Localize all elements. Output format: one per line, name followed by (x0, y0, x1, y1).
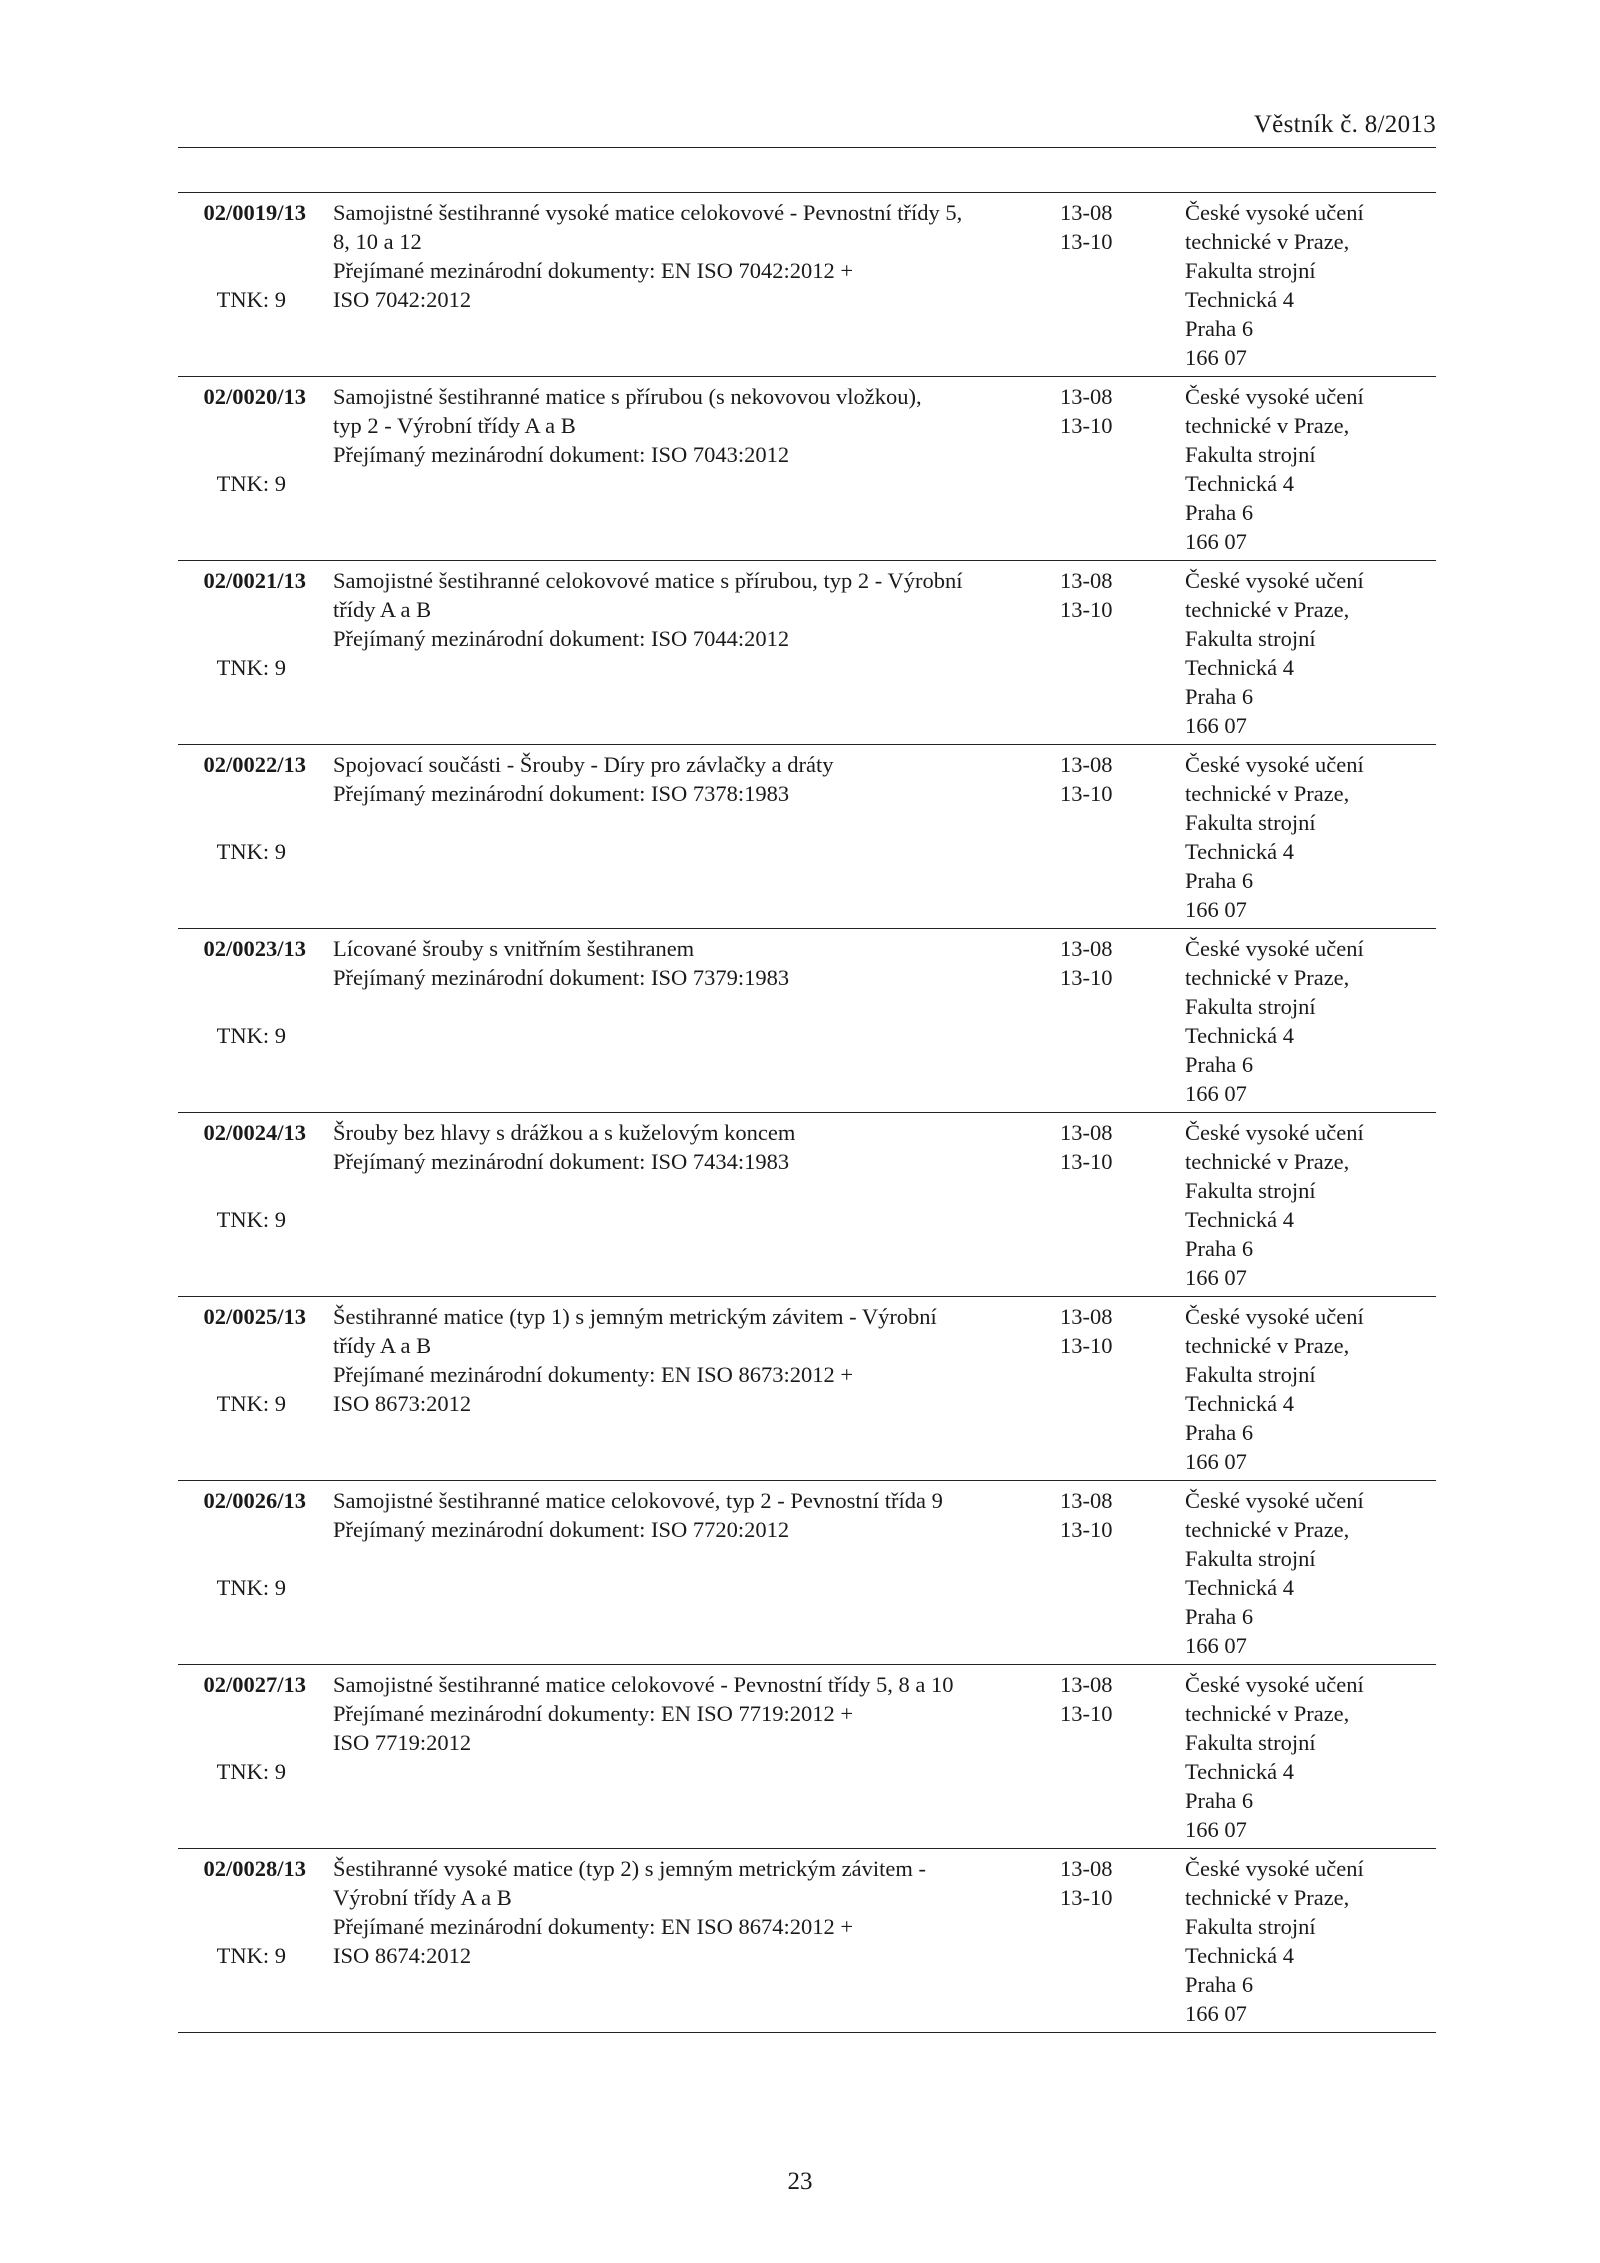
classification-code: 13-10 (1060, 597, 1113, 622)
description-line: ISO 8674:2012 (333, 1943, 472, 1968)
address-line: Technická 4 (1185, 1943, 1294, 1968)
standard-number: 02/0021/13 (203, 568, 306, 593)
address-line: Technická 4 (1185, 839, 1294, 864)
table-row (178, 1113, 1436, 1297)
classification-code: 13-08 (1060, 1856, 1113, 1881)
standard-number: 02/0025/13 (203, 1304, 306, 1329)
description-line: Přejímaný mezinárodní dokument: ISO 7378:1983 (333, 781, 790, 806)
tnk-label: TNK: 9 (216, 287, 286, 312)
address-line: České vysoké učení (1185, 1120, 1364, 1145)
address-line: Fakulta strojní (1185, 626, 1316, 651)
description-line: Samojistné šestihranné matice celokovové - Pevnostní třídy 5, 8 a 10 (333, 1672, 954, 1697)
tnk-label: TNK: 9 (216, 1207, 286, 1232)
address-line: České vysoké učení (1185, 752, 1364, 777)
processor-address (1185, 750, 1435, 924)
table-row (178, 1481, 1436, 1665)
standard-description (333, 1486, 943, 1544)
standard-number: 02/0026/13 (203, 1488, 306, 1513)
processor-address (1185, 1854, 1435, 2028)
classification-code: 13-08 (1060, 1120, 1113, 1145)
address-line: technické v Praze, (1185, 1885, 1350, 1910)
description-line: ISO 8673:2012 (333, 1391, 472, 1416)
classification-code: 13-08 (1060, 384, 1113, 409)
address-line: technické v Praze, (1185, 1517, 1350, 1542)
address-line: Technická 4 (1185, 1207, 1294, 1232)
standards-table (178, 192, 1436, 2033)
address-line: technické v Praze, (1185, 597, 1350, 622)
address-line: 166 07 (1185, 897, 1247, 922)
classification-codes (1060, 566, 1140, 624)
classification-code: 13-10 (1060, 413, 1113, 438)
address-line: technické v Praze, (1185, 1333, 1350, 1358)
description-line: Šestihranné vysoké matice (typ 2) s jemným metrickým závitem - (333, 1856, 926, 1881)
classification-code: 13-08 (1060, 936, 1113, 961)
classification-codes (1060, 1118, 1140, 1176)
classification-codes (1060, 1302, 1140, 1360)
description-line: třídy A a B (333, 597, 432, 622)
description-line: ISO 7719:2012 (333, 1730, 472, 1755)
address-line: Praha 6 (1185, 316, 1254, 341)
classification-code: 13-10 (1060, 965, 1113, 990)
address-line: Fakulta strojní (1185, 1178, 1316, 1203)
standard-description (333, 1118, 893, 1176)
address-line: České vysoké učení (1185, 1488, 1364, 1513)
address-line: České vysoké učení (1185, 1856, 1364, 1881)
address-line: 166 07 (1185, 529, 1247, 554)
description-line: Samojistné šestihranné matice celokovové, typ 2 - Pevnostní třída 9 (333, 1488, 943, 1513)
address-line: České vysoké učení (1185, 568, 1364, 593)
standard-description (333, 934, 893, 992)
processor-address (1185, 1670, 1435, 1844)
standard-description (333, 1854, 926, 1970)
classification-codes (1060, 382, 1140, 440)
classification-code: 13-08 (1060, 1304, 1113, 1329)
description-line: Přejímané mezinárodní dokumenty: EN ISO 7719:2012 + (333, 1701, 854, 1726)
address-line: 166 07 (1185, 1633, 1247, 1658)
classification-code: 13-08 (1060, 200, 1113, 225)
description-line: typ 2 - Výrobní třídy A a B (333, 413, 576, 438)
classification-code: 13-08 (1060, 752, 1113, 777)
description-line: Šestihranné matice (typ 1) s jemným metrickým závitem - Výrobní (333, 1304, 937, 1329)
classification-codes (1060, 198, 1140, 256)
table-row (178, 561, 1436, 745)
description-line: Přejímaný mezinárodní dokument: ISO 7044:2012 (333, 626, 790, 651)
processor-address (1185, 566, 1435, 740)
address-line: technické v Praze, (1185, 781, 1350, 806)
description-line: Přejímané mezinárodní dokumenty: EN ISO 7042:2012 + (333, 258, 854, 283)
tnk-label: TNK: 9 (216, 1943, 286, 1968)
classification-code: 13-10 (1060, 1701, 1113, 1726)
address-line: Praha 6 (1185, 868, 1254, 893)
standard-number: 02/0022/13 (203, 752, 306, 777)
address-line: České vysoké učení (1185, 384, 1364, 409)
processor-address (1185, 1486, 1435, 1660)
address-line: Fakulta strojní (1185, 810, 1316, 835)
processor-address (1185, 1302, 1435, 1476)
standard-description (333, 1302, 937, 1418)
description-line: Přejímané mezinárodní dokumenty: EN ISO 8674:2012 + (333, 1914, 854, 1939)
table-row (178, 193, 1436, 377)
standard-description (333, 382, 922, 469)
table-row (178, 1849, 1436, 2033)
description-line: Samojistné šestihranné vysoké matice celokovové - Pevnostní třídy 5, (333, 200, 963, 225)
description-line: Výrobní třídy A a B (333, 1885, 512, 1910)
processor-address (1185, 934, 1435, 1108)
address-line: Fakulta strojní (1185, 258, 1316, 283)
tnk-label: TNK: 9 (216, 1391, 286, 1416)
classification-codes (1060, 1486, 1140, 1544)
address-line: Praha 6 (1185, 1052, 1254, 1077)
address-line: Praha 6 (1185, 1788, 1254, 1813)
address-line: 166 07 (1185, 2001, 1247, 2026)
address-line: 166 07 (1185, 1449, 1247, 1474)
description-line: Spojovací součásti - Šrouby - Díry pro závlačky a dráty (333, 752, 834, 777)
description-line: Přejímané mezinárodní dokumenty: EN ISO 8673:2012 + (333, 1362, 854, 1387)
address-line: Fakulta strojní (1185, 442, 1316, 467)
address-line: Praha 6 (1185, 1420, 1254, 1445)
processor-address (1185, 382, 1435, 556)
standard-description (333, 750, 893, 808)
page-number: 23 (787, 2168, 813, 2195)
classification-codes (1060, 1854, 1140, 1912)
address-line: technické v Praze, (1185, 1701, 1350, 1726)
tnk-label: TNK: 9 (216, 1023, 286, 1048)
address-line: 166 07 (1185, 345, 1247, 370)
classification-code: 13-10 (1060, 1149, 1113, 1174)
tnk-label: TNK: 9 (216, 839, 286, 864)
address-line: Technická 4 (1185, 655, 1294, 680)
description-line: Šrouby bez hlavy s drážkou a s kuželovým koncem (333, 1120, 796, 1145)
description-line: Lícované šrouby s vnitřním šestihranem (333, 936, 695, 961)
classification-code: 13-08 (1060, 568, 1113, 593)
address-line: Technická 4 (1185, 1391, 1294, 1416)
classification-code: 13-10 (1060, 1885, 1113, 1910)
address-line: technické v Praze, (1185, 1149, 1350, 1174)
standard-number: 02/0020/13 (203, 384, 306, 409)
address-line: Praha 6 (1185, 1604, 1254, 1629)
address-line: Fakulta strojní (1185, 1362, 1316, 1387)
table-row (178, 929, 1436, 1113)
tnk-label: TNK: 9 (216, 655, 286, 680)
standard-description (333, 1670, 954, 1757)
address-line: Technická 4 (1185, 471, 1294, 496)
classification-code: 13-10 (1060, 781, 1113, 806)
description-line: Přejímaný mezinárodní dokument: ISO 7720:2012 (333, 1517, 790, 1542)
address-line: Fakulta strojní (1185, 1546, 1316, 1571)
standard-number: 02/0023/13 (203, 936, 306, 961)
classification-codes (1060, 934, 1140, 992)
description-line: 8, 10 a 12 (333, 229, 422, 254)
description-line: Přejímaný mezinárodní dokument: ISO 7434:1983 (333, 1149, 790, 1174)
table-row (178, 1297, 1436, 1481)
table-row (178, 1665, 1436, 1849)
address-line: 166 07 (1185, 1265, 1247, 1290)
standard-description (333, 566, 963, 653)
standard-number: 02/0028/13 (203, 1856, 306, 1881)
tnk-label: TNK: 9 (216, 1759, 286, 1784)
description-line: Samojistné šestihranné matice s přírubou (s nekovovou vložkou), (333, 384, 922, 409)
classification-codes (1060, 750, 1140, 808)
classification-code: 13-10 (1060, 229, 1113, 254)
table-row (178, 745, 1436, 929)
address-line: Praha 6 (1185, 1972, 1254, 1997)
address-line: technické v Praze, (1185, 965, 1350, 990)
address-line: České vysoké učení (1185, 200, 1364, 225)
standard-number: 02/0027/13 (203, 1672, 306, 1697)
address-line: Technická 4 (1185, 1759, 1294, 1784)
address-line: Technická 4 (1185, 1575, 1294, 1600)
standard-description (333, 198, 963, 314)
address-line: technické v Praze, (1185, 229, 1350, 254)
address-line: České vysoké učení (1185, 936, 1364, 961)
processor-address (1185, 1118, 1435, 1292)
classification-code: 13-10 (1060, 1333, 1113, 1358)
description-line: ISO 7042:2012 (333, 287, 472, 312)
address-line: Praha 6 (1185, 684, 1254, 709)
description-line: Přejímaný mezinárodní dokument: ISO 7379:1983 (333, 965, 790, 990)
address-line: Technická 4 (1185, 1023, 1294, 1048)
address-line: České vysoké učení (1185, 1672, 1364, 1697)
address-line: Praha 6 (1185, 500, 1254, 525)
address-line: 166 07 (1185, 1817, 1247, 1842)
address-line: České vysoké učení (1185, 1304, 1364, 1329)
table-row (178, 377, 1436, 561)
standard-number: 02/0019/13 (203, 200, 306, 225)
address-line: 166 07 (1185, 713, 1247, 738)
address-line: 166 07 (1185, 1081, 1247, 1106)
classification-code: 13-08 (1060, 1488, 1113, 1513)
processor-address (1185, 198, 1435, 372)
description-line: Samojistné šestihranné celokovové matice s přírubou, typ 2 - Výrobní (333, 568, 963, 593)
address-line: Fakulta strojní (1185, 1914, 1316, 1939)
classification-codes (1060, 1670, 1140, 1728)
page-header (178, 110, 1436, 148)
address-line: technické v Praze, (1185, 413, 1350, 438)
bulletin-title: Věstník č. 8/2013 (1253, 111, 1436, 138)
tnk-label: TNK: 9 (216, 1575, 286, 1600)
address-line: Praha 6 (1185, 1236, 1254, 1261)
description-line: třídy A a B (333, 1333, 432, 1358)
classification-code: 13-10 (1060, 1517, 1113, 1542)
address-line: Technická 4 (1185, 287, 1294, 312)
standard-number: 02/0024/13 (203, 1120, 306, 1145)
address-line: Fakulta strojní (1185, 994, 1316, 1019)
classification-code: 13-08 (1060, 1672, 1113, 1697)
tnk-label: TNK: 9 (216, 471, 286, 496)
address-line: Fakulta strojní (1185, 1730, 1316, 1755)
description-line: Přejímaný mezinárodní dokument: ISO 7043:2012 (333, 442, 790, 467)
